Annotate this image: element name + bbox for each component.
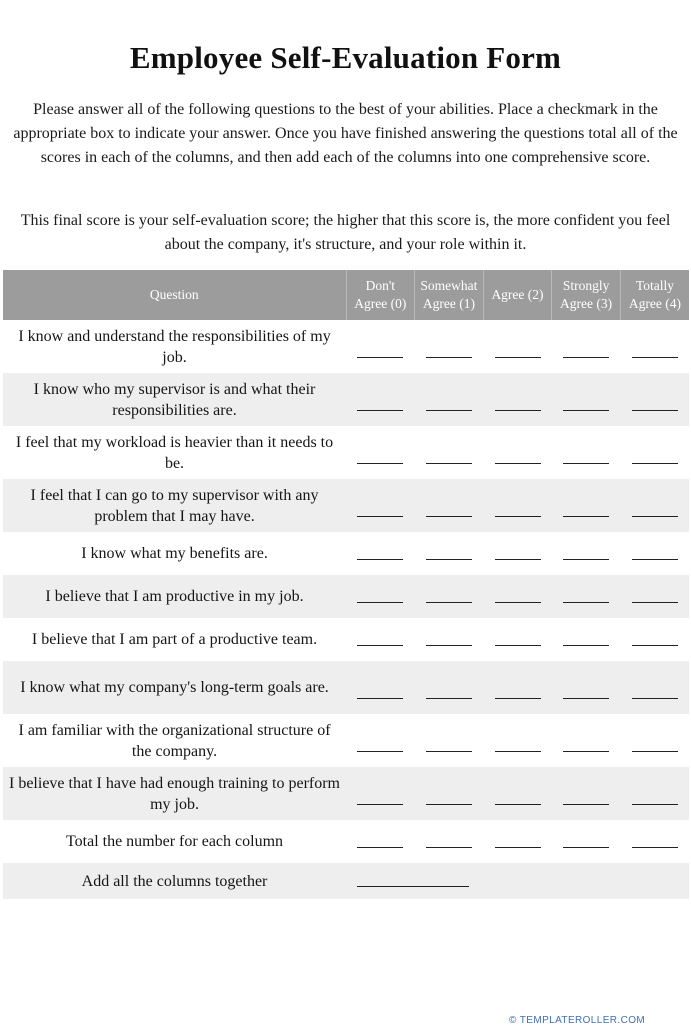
answer-cell-0[interactable] xyxy=(346,373,415,426)
answer-blank[interactable] xyxy=(632,645,678,646)
answer-cell-4[interactable] xyxy=(620,532,689,575)
answer-blank[interactable] xyxy=(495,804,541,805)
question-text: I am familiar with the organizational structure of the company. xyxy=(18,721,331,760)
answer-blank[interactable] xyxy=(563,698,609,699)
answer-blank[interactable] xyxy=(357,751,403,752)
question-text: I feel that my workload is heavier than it needs to be. xyxy=(15,433,334,472)
answer-cell-0[interactable] xyxy=(346,618,415,661)
answer-cell-2[interactable] xyxy=(483,618,552,661)
table-row xyxy=(3,479,689,532)
answer-blank[interactable] xyxy=(495,559,541,560)
instructions-paragraph: Please answer all of the following questions to the best of your abilities. Place a checkmark in the appropriate box to indicate your answer. Once you have finished answering the questions total all of the scores in each of the columns, and then add each of the columns into one comprehensive score. xyxy=(13,101,678,166)
answer-blank[interactable] xyxy=(495,847,541,848)
answer-cell-4[interactable] xyxy=(620,479,689,532)
question-text: I believe that I have had enough training to perform my job. xyxy=(3,767,346,820)
answer-blank[interactable] xyxy=(426,463,472,464)
answer-blank[interactable] xyxy=(632,516,678,517)
grand-total-cell[interactable] xyxy=(346,863,483,899)
answer-blank[interactable] xyxy=(495,410,541,411)
total-cell-3[interactable] xyxy=(552,820,621,863)
answer-blank[interactable] xyxy=(426,645,472,646)
answer-blank[interactable] xyxy=(426,698,472,699)
answer-blank[interactable] xyxy=(357,847,403,848)
table-row xyxy=(3,532,689,575)
total-cell-2[interactable] xyxy=(483,820,552,863)
question-text: I know what my benefits are. xyxy=(81,545,268,562)
answer-blank[interactable] xyxy=(426,516,472,517)
sum-row xyxy=(3,863,689,899)
answer-blank[interactable] xyxy=(357,516,403,517)
answer-cell-2[interactable] xyxy=(483,426,552,479)
answer-blank[interactable] xyxy=(495,357,541,358)
answer-cell-3[interactable] xyxy=(552,714,621,767)
answer-cell-3[interactable] xyxy=(552,320,621,373)
table-row xyxy=(3,714,689,767)
sum-row-label: Add all the columns together xyxy=(3,863,346,899)
answer-blank[interactable] xyxy=(632,847,678,848)
answer-blank[interactable] xyxy=(495,698,541,699)
answer-cell-2[interactable] xyxy=(483,532,552,575)
answer-blank[interactable] xyxy=(426,751,472,752)
answer-cell-2[interactable] xyxy=(483,479,552,532)
question-text: I know and understand the responsibilities of my job. xyxy=(18,327,331,366)
answer-cell-4[interactable] xyxy=(620,661,689,714)
table-row xyxy=(3,373,689,426)
answer-blank[interactable] xyxy=(426,602,472,603)
question-text: I know who my supervisor is and what their responsibilities are. xyxy=(3,373,346,426)
answer-cell-2[interactable] xyxy=(483,373,552,426)
answer-blank[interactable] xyxy=(563,410,609,411)
answer-blank[interactable] xyxy=(632,410,678,411)
answer-cell-4[interactable] xyxy=(620,767,689,820)
table-row xyxy=(3,320,689,373)
answer-cell-2[interactable] xyxy=(483,661,552,714)
answer-cell-4[interactable] xyxy=(620,320,689,373)
answer-cell-0[interactable] xyxy=(346,479,415,532)
answer-cell-4[interactable] xyxy=(620,426,689,479)
answer-cell-4[interactable] xyxy=(620,714,689,767)
answer-blank[interactable] xyxy=(357,698,403,699)
answer-cell-2[interactable] xyxy=(483,575,552,618)
answer-blank[interactable] xyxy=(495,516,541,517)
answer-cell-3[interactable] xyxy=(552,618,621,661)
answer-blank[interactable] xyxy=(563,847,609,848)
table-header-row xyxy=(3,270,689,320)
answer-cell-3[interactable] xyxy=(552,532,621,575)
answer-blank[interactable] xyxy=(563,804,609,805)
empty-cell xyxy=(483,863,689,899)
answer-blank[interactable] xyxy=(357,559,403,560)
answer-blank[interactable] xyxy=(426,847,472,848)
answer-blank[interactable] xyxy=(426,357,472,358)
answer-blank[interactable] xyxy=(357,804,403,805)
answer-cell-1[interactable] xyxy=(415,532,484,575)
header-agree: Agree (2) xyxy=(483,270,552,320)
total-cell-0[interactable] xyxy=(346,820,415,863)
answer-cell-3[interactable] xyxy=(552,426,621,479)
answer-blank[interactable] xyxy=(632,357,678,358)
header-question: Question xyxy=(3,270,346,320)
answer-blank[interactable] xyxy=(632,602,678,603)
table-row xyxy=(3,426,689,479)
footer-copyright[interactable]: © TEMPLATEROLLER.COM xyxy=(509,1015,646,1026)
answer-cell-1[interactable] xyxy=(415,479,484,532)
table-row xyxy=(3,575,689,618)
answer-cell-0[interactable] xyxy=(346,714,415,767)
answer-cell-0[interactable] xyxy=(346,320,415,373)
answer-cell-1[interactable] xyxy=(415,618,484,661)
answer-blank[interactable] xyxy=(495,463,541,464)
question-text: I believe that I am part of a productive team. xyxy=(31,631,318,648)
header-strongly-agree: Strongly Agree (3) xyxy=(552,270,621,320)
table-row xyxy=(3,618,689,661)
answer-cell-0[interactable] xyxy=(346,767,415,820)
answer-cell-4[interactable] xyxy=(620,618,689,661)
total-cell-1[interactable] xyxy=(415,820,484,863)
answer-blank[interactable] xyxy=(632,559,678,560)
answer-blank[interactable] xyxy=(632,698,678,699)
header-somewhat-agree: Somewhat Agree (1) xyxy=(415,270,484,320)
question-text: I feel that I can go to my supervisor with any problem that I may have. xyxy=(3,479,346,532)
answer-blank[interactable] xyxy=(357,602,403,603)
answer-cell-3[interactable] xyxy=(552,767,621,820)
answer-cell-1[interactable] xyxy=(415,661,484,714)
answer-cell-3[interactable] xyxy=(552,575,621,618)
answer-blank[interactable] xyxy=(495,645,541,646)
answer-cell-0[interactable] xyxy=(346,426,415,479)
answer-blank[interactable] xyxy=(495,602,541,603)
table-row xyxy=(3,767,689,820)
answer-cell-1[interactable] xyxy=(415,426,484,479)
answer-cell-2[interactable] xyxy=(483,714,552,767)
answer-blank[interactable] xyxy=(357,463,403,464)
total-row xyxy=(3,820,689,863)
answer-cell-0[interactable] xyxy=(346,661,415,714)
answer-cell-4[interactable] xyxy=(620,575,689,618)
answer-blank[interactable] xyxy=(495,751,541,752)
answer-blank[interactable] xyxy=(563,645,609,646)
answer-blank[interactable] xyxy=(563,602,609,603)
score-explanation-paragraph: This final score is your self-evaluation score; the higher that this score is, the more confident you feel about the company, it's structure, and your role within it. xyxy=(20,212,671,253)
answer-blank[interactable] xyxy=(357,645,403,646)
answer-cell-3[interactable] xyxy=(552,661,621,714)
answer-blank[interactable] xyxy=(563,559,609,560)
question-text: I know what my company's long-term goals are. xyxy=(3,661,346,714)
answer-blank[interactable] xyxy=(426,559,472,560)
total-row-label: Total the number for each column xyxy=(65,833,284,850)
answer-cell-0[interactable] xyxy=(346,575,415,618)
answer-cell-2[interactable] xyxy=(483,320,552,373)
header-totally-agree: Totally Agree (4) xyxy=(620,270,689,320)
answer-blank[interactable] xyxy=(426,410,472,411)
answer-cell-3[interactable] xyxy=(552,373,621,426)
answer-blank[interactable] xyxy=(426,804,472,805)
header-dont-agree: Don't Agree (0) xyxy=(346,270,415,320)
answer-blank[interactable] xyxy=(563,751,609,752)
answer-cell-0[interactable] xyxy=(346,532,415,575)
answer-blank[interactable] xyxy=(563,357,609,358)
answer-cell-1[interactable] xyxy=(415,714,484,767)
grand-total-blank[interactable] xyxy=(357,886,469,887)
page-title: Employee Self-Evaluation Form xyxy=(129,40,562,75)
answer-cell-3[interactable] xyxy=(552,479,621,532)
answer-cell-1[interactable] xyxy=(415,575,484,618)
total-cell-4[interactable] xyxy=(620,820,689,863)
answer-cell-1[interactable] xyxy=(415,320,484,373)
evaluation-table xyxy=(3,270,689,899)
answer-cell-2[interactable] xyxy=(483,767,552,820)
answer-cell-1[interactable] xyxy=(415,767,484,820)
answer-cell-4[interactable] xyxy=(620,373,689,426)
answer-blank[interactable] xyxy=(357,357,403,358)
question-text: I believe that I am productive in my job. xyxy=(3,575,346,618)
answer-blank[interactable] xyxy=(632,463,678,464)
answer-blank[interactable] xyxy=(632,751,678,752)
answer-blank[interactable] xyxy=(357,410,403,411)
answer-blank[interactable] xyxy=(563,516,609,517)
answer-blank[interactable] xyxy=(632,804,678,805)
answer-blank[interactable] xyxy=(563,463,609,464)
answer-cell-1[interactable] xyxy=(415,373,484,426)
table-row xyxy=(3,661,689,714)
